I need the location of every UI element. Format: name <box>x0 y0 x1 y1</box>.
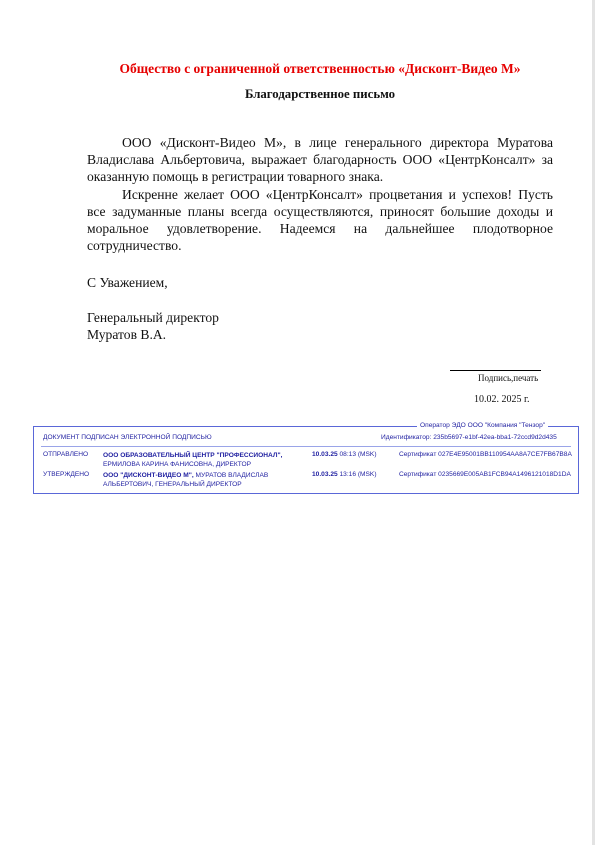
stamp-person: МУРАТОВ ВЛАДИСЛАВ АЛЬБЕРТОВИЧ, ГЕНЕРАЛЬНЫЙ ДИРЕКТОР <box>103 472 269 488</box>
stamp-header: ДОКУМЕНТ ПОДПИСАН ЭЛЕКТРОННОЙ ПОДПИСЬЮ <box>43 434 212 441</box>
stamp-party <box>103 451 308 469</box>
stamp-operator: Оператор ЭДО ООО "Компания "Тензор" <box>417 421 548 431</box>
letter-title: Благодарственное письмо <box>244 87 396 101</box>
signatory-name: Муратов В.А. <box>87 327 167 342</box>
stamp-datetime <box>312 451 377 458</box>
company-title: Общество с ограниченной ответственностью «Дисконт-Видео М» <box>119 61 521 76</box>
closing-line: С Уважением, <box>87 275 168 290</box>
signatory-position: Генеральный директор <box>87 310 219 325</box>
stamp-action: УТВЕРЖДЕНО <box>43 471 90 478</box>
signature-line <box>450 370 541 371</box>
stamp-org: ООО ОБРАЗОВАТЕЛЬНЫЙ ЦЕНТР "ПРОФЕССИОНАЛ", <box>103 452 283 459</box>
body-paragraph: Искренне желает ООО «ЦентрКонсалт» процветания и успехов! Пусть все задуманные планы всегда осуществляются, приносят большие доходы и моральное удовлетворение. Надеемся на дальнейшее плодотворное сотрудничество. <box>87 186 553 254</box>
letter-date: 10.02. 2025 г. <box>474 394 530 405</box>
stamp-action: ОТПРАВЛЕНО <box>43 451 89 458</box>
stamp-identifier: Идентификатор: 235b5697-e1bf-42ea-bba1-72ccd9d2d435 <box>381 434 557 441</box>
stamp-time: 13:16 (MSK) <box>339 471 377 478</box>
stamp-org: ООО "ДИСКОНТ-ВИДЕО М", <box>103 472 194 479</box>
stamp-row-approved <box>34 471 580 491</box>
letter-body <box>87 134 553 254</box>
signature-caption: Подпись,печать <box>478 373 539 383</box>
stamp-date: 10.03.25 <box>312 451 338 458</box>
e-signature-stamp <box>33 422 579 494</box>
signatory-block <box>87 309 219 343</box>
stamp-party <box>103 471 308 489</box>
stamp-date: 10.03.25 <box>312 471 338 478</box>
stamp-time: 08:13 (MSK) <box>339 451 377 458</box>
stamp-datetime <box>312 471 377 478</box>
stamp-row-sent <box>34 451 580 471</box>
stamp-person: ЕРМИЛОВА КАРИНА ФАНИСОВНА, ДИРЕКТОР <box>103 461 252 468</box>
stamp-divider <box>41 446 571 447</box>
stamp-certificate: Сертификат 0235669E005AB1FCB94A1496121018D1DA <box>399 471 571 478</box>
stamp-certificate: Сертификат 027E4E95001BB110954AA8A7CE7FB67B8A <box>399 451 572 458</box>
body-paragraph: ООО «Дисконт-Видео М», в лице генерального директора Муратова Владислава Альбертовича, выражает благодарность ООО «ЦентрКонсалт» за оказанную помощь в регистрации товарного знака. <box>87 135 553 185</box>
